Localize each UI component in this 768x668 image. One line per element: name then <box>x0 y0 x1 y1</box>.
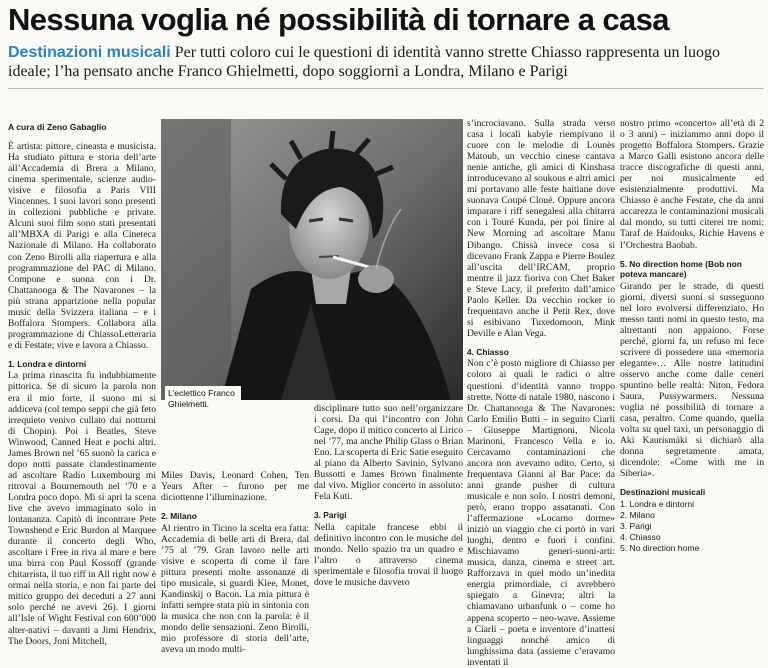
column-5 <box>620 118 764 554</box>
section-4-text: Non c’è posto migliore di Chiasso per coloro ai quali le radici o altre questioni d’identità vanno troppo strette. Notte di natale 1980, nascono i Dr. Chattanooga & The Navarones: Carlo Emilio Butti – in seguito Ciarli – Giuseppe Martignoni, Nicola Marinoni, Francesco Vella e io. Cercavamo contaminazioni che ancora non avevamo udito. Certo, si frequentava Gianni al Bar Pace: da anni grande pusher di cultura musicale e non solo. I nostri demoni, però, erano troppo assatanati. Con l’affermazione «Locarno dorme» iniziò un viaggio che ci portò in vari luoghi, dentro e fuori i confini. Mischiavamo generi-suoni-arti: musica, danza, cinema e street art. Rafforzava in quel modo un’inedita energia primordiale, ci avrebbero spiegato a Ginevra; altri la chiamavano urbanfunk o – come ho appena scoperto – neo-wave. Assieme a Ciarli – poeta e inventore d’inattesi linguaggi nonché amico di lunghissima data (assieme c’eravamo inventati il <box>467 358 615 668</box>
section-3-title: 3. Parigi <box>314 510 347 521</box>
destinations-list <box>620 499 764 554</box>
section-1-continued: Miles Davis, Leonard Cohen, Ten Years After – furono per me diciottenne l’illuminazione. <box>161 470 309 504</box>
divider <box>8 88 764 89</box>
section-5-title: 5. No direction home (Bob non poteva mancare) <box>620 258 742 280</box>
byline: A cura di Zeno Gabaglio <box>8 122 107 132</box>
section-3-text: Nella capitale francese ebbi il definitivo incontro con le musiche del mondo. Nello spazio tra un quadro e l’altro o attraverso cinema sperimentale e filosofia trovai il luogo dove le musiche davvero <box>314 521 463 589</box>
deck-text: Per tutti coloro cui le questioni di identità vanno strette Chiasso rappresenta un luogo ideale; l’ha pensato anche Franco Ghielmetti, dopo soggiorni a Londra, Milano e Parigi <box>8 44 720 80</box>
box-title: Destinazioni musicali <box>620 487 706 498</box>
headline: Nessuna voglia né possibilità di tornare a casa <box>8 2 669 37</box>
column-4 <box>467 118 615 668</box>
intro-text: È artista: pittore, cineasta e musicista. Ha studiato pittura e storia dell’arte all’Accademia di Brera a Milano, cinema sperimentale, scienze audio-visive e filosofia a Paris VIII Vincennes. I suoi lavori sono presenti in collezioni pubbliche e private. Alcuni suoi film sono stati presentati all’MBXA di Parigi e alla Cineteca Nazionale di Milano. Ha collaborato con Zeno Birolli alla riapertura e alla programmazione del PAC di Milano. Compone e suona con i Dr. Chattanooga & The Navarones – la più strana apparizione nella popular music della Svizzera italiana – e i Boffalora Stompers. Collabora alla programmazione di ChiassoLetteraria e di Festate; vive e lavora a Chiasso. <box>8 141 156 351</box>
column-2 <box>161 470 309 655</box>
section-3-continued: s’incrociavano. Sulla strada verso casa i locali kabyle riempivano il cuore con le melodie di Lounès Matoub, un vecchio cinese cantava nenie antiche, gli amici di Kinshasa introducevano al soukous e altri amici mi portavano alle feste haitiane dove suonava Coupé Cloué. Oppure ancora imparare i riff senegalesi alla chitarra con i Touré Kunda, per poi finire al New Morning ad ascoltare Manu Dibango. Chissà invece cosa si dicevano Frank Zappa e Pierre Boulez all’uscita dell’IRCAM, proprio mentre il jazz fioriva con Chet Baker e Steve Lacy, il preferito dall’amico Paolo Keller. Da vecchio rocker io frequentavo anche il Petit Rex, dove si esibivano Tuxedomoon, Mink Deville e Alan Vega. <box>467 118 615 339</box>
list-item: 4. Chiasso <box>620 531 661 542</box>
section-2-title: 2. Milano <box>161 511 197 522</box>
portrait-illustration <box>161 119 463 400</box>
deck-kicker: Destinazioni musicali <box>8 44 171 61</box>
list-item: 2. Milano <box>620 509 655 520</box>
section-4-continued: nostro primo «concerto» all’età di 2 o 3 anni) – iniziammo anni dopo il progetto Boffalora Stompers. Grazie a Marco Galli esistono ancora delle tracce discografiche di questi anni, per noi musicalmente ed esistenzialmente produttivi. Ma Chiasso è anche Festate, che da anni accarezza le contaminazioni musicali dal mondo, su tutti citerei tre nomi: Taraf de Haïdouks, Richie Havens e l’Orchestra Baobab. <box>620 118 764 251</box>
portrait-photo <box>161 119 463 400</box>
section-5-text: Girando per le strade, di questi giorni, diversi suoni si susseguono nel loro evolversi differenziato. Ho messo tanti nomi in questo testo, ma altrettanti non appaiono. Forse perché, giorni fa, un refuso mi fece scrivere di possedere una «memoria elegante»… Alle nostre latitudini osservo anche come dalle ceneri spuntino belle realtà: Niton, Fedora Saura, Pussywarmers. Nessuna voglia né possibilità di tornare a casa, peraltro. Come quando, quella volta su quel taxi, un personaggio di Aki Kaurismäki si dichiarò alla donna segretamente amata, dicendole: «Come with me in Siberia». <box>620 280 764 480</box>
section-2-continued: disciplinare tutto suo nell’organizzare i corsi. Da qui l’incontro con John Cage, dopo il mitico concerto al Lirico nel ’77, ma anche Philip Glass o Brian Eno. La scoperta di Eric Satie eseguito al piano da Alberto Savinio, Sylvano Bussotti e James Brown finalmente dal vivo. Miglior concerto in assoluto: Fela Kuti. <box>314 403 463 503</box>
column-3 <box>314 403 463 588</box>
deck <box>8 43 764 81</box>
column-1 <box>8 122 156 647</box>
section-1-text: La prima rinascita fu indubbiamente pittorica. Se di sicuro la parola non era il mio forte, il suono mi si addiceva (col tempo seppi che già feto irrequieto venivo cullato dai notturni di Chopin). Poi i Beatles, Steve Winwood, Canned Heat e pochi altri. James Brown nel ’65 suonò la carica e dopo notti passate clandestinamente ad ascoltare Radio Luxembourg mi ritrovai a Bournemouth nel ’70 e a Londra poco dopo. Mi si aprì la scena live che avevo immaginato solo in lontananza. Capitò di incontrare Pete Townshend e Eric Burdon al Marquee durante il concerto degli Who, ascoltare i Free in riva al mare e bere una birra con Paul Kossoff (grande chitarrista, il tuo riff in All right now è ormai nella storia, e non fai parte del mitico gruppo dei deceduti a 27 anni solo perché ne avevi 26). I giorni all’Isle of Wight Festival con 600’000 alter-nativi – davanti a Jimi Hendrix, The Doors, Joni Mitchell, <box>8 370 156 647</box>
section-2-text: Al rientro in Ticino la scelta era fatta: Accademia di belle arti di Brera, dal ’75 al ’79. Gran lavoro nelle arti visive e scoperta di come il fare pittura presenti molte assonanze di tipo musicale, si guardi Klee, Monet, Kandinskij o Bacon. La mia pittura è infatti sempre stata più in sintonia con la musica che non con la parola: è il mondo delle sensazioni. Zeno Birolli, mio professore di storia dell’arte, aveva un modo multi- <box>161 522 309 656</box>
section-4-title: 4. Chiasso <box>467 346 509 357</box>
photo-caption: L’eclettico Franco Ghielmetti. <box>165 386 241 412</box>
section-1-title: 1. Londra e dintorni <box>8 358 87 369</box>
list-item: 5. No direction home <box>620 542 700 553</box>
list-item: 3. Parigi <box>620 520 652 531</box>
list-item: 1. Londra e dintorni <box>620 498 695 509</box>
